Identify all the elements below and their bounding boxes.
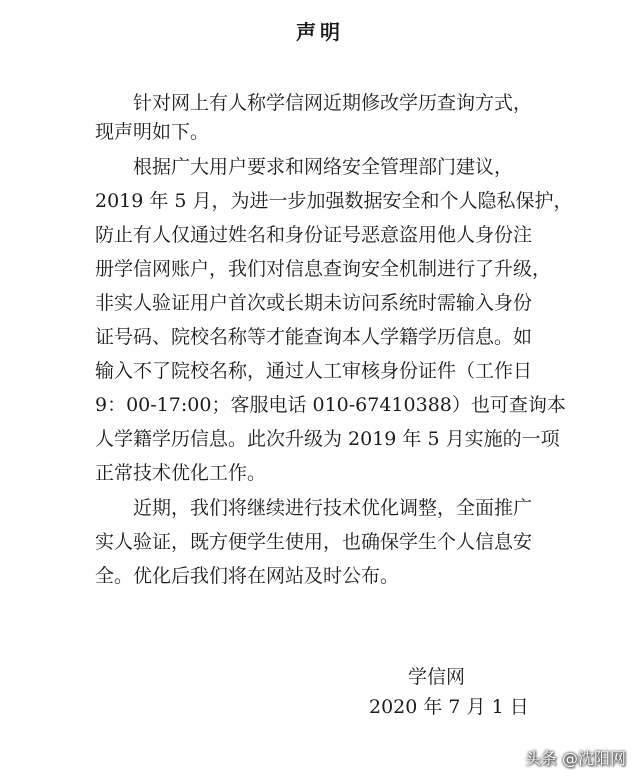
paragraph-2-line-5: 非实人验证用户首次或长期未访问系统时需输入身份: [95, 292, 533, 314]
watermark-text: 头条 @沈阳网: [524, 749, 626, 768]
paragraph-2-line-2: 2019 年 5 月，为进一步加强数据安全和个人隐私保护，: [95, 190, 573, 212]
paragraph-1-line-1: 针对网上有人称学信网近期修改学历查询方式，: [133, 92, 533, 114]
signature-date: 2020 年 7 月 1 日: [369, 696, 529, 718]
paragraph-2-line-3: 防止有人仅通过姓名和身份证号恶意盗用他人身份注: [95, 224, 533, 246]
document-title: 声明: [296, 20, 344, 44]
paragraph-2-line-6: 证号码、院校名称等才能查询本人学籍学历信息。如: [95, 326, 533, 348]
paragraph-2-line-7: 输入不了院校名称，通过人工审核身份证件（工作日: [95, 360, 533, 382]
paragraph-2-line-8: 9：00-17:00；客服电话 010-67410388）也可查询本: [95, 394, 566, 416]
paragraph-3-line-2: 实人验证，既方便学生使用，也确保学生个人信息安: [95, 531, 533, 553]
paragraph-2-line-4: 册学信网账户，我们对信息查询安全机制进行了升级，: [95, 258, 552, 280]
paragraph-3-line-3: 全。优化后我们将在网站及时公布。: [95, 565, 400, 587]
paragraph-1-line-2: 现声明如下。: [95, 121, 210, 143]
paragraph-3-line-1: 近期，我们将继续进行技术优化调整，全面推广: [133, 497, 533, 519]
paragraph-2-line-9: 人学籍学历信息。此次升级为 2019 年 5 月实施的一项: [95, 428, 560, 450]
paragraph-2-line-1: 根据广大用户要求和网络安全管理部门建议，: [133, 156, 514, 178]
signature-org: 学信网: [408, 666, 466, 688]
paragraph-2-line-10: 正常技术优化工作。: [95, 462, 267, 484]
